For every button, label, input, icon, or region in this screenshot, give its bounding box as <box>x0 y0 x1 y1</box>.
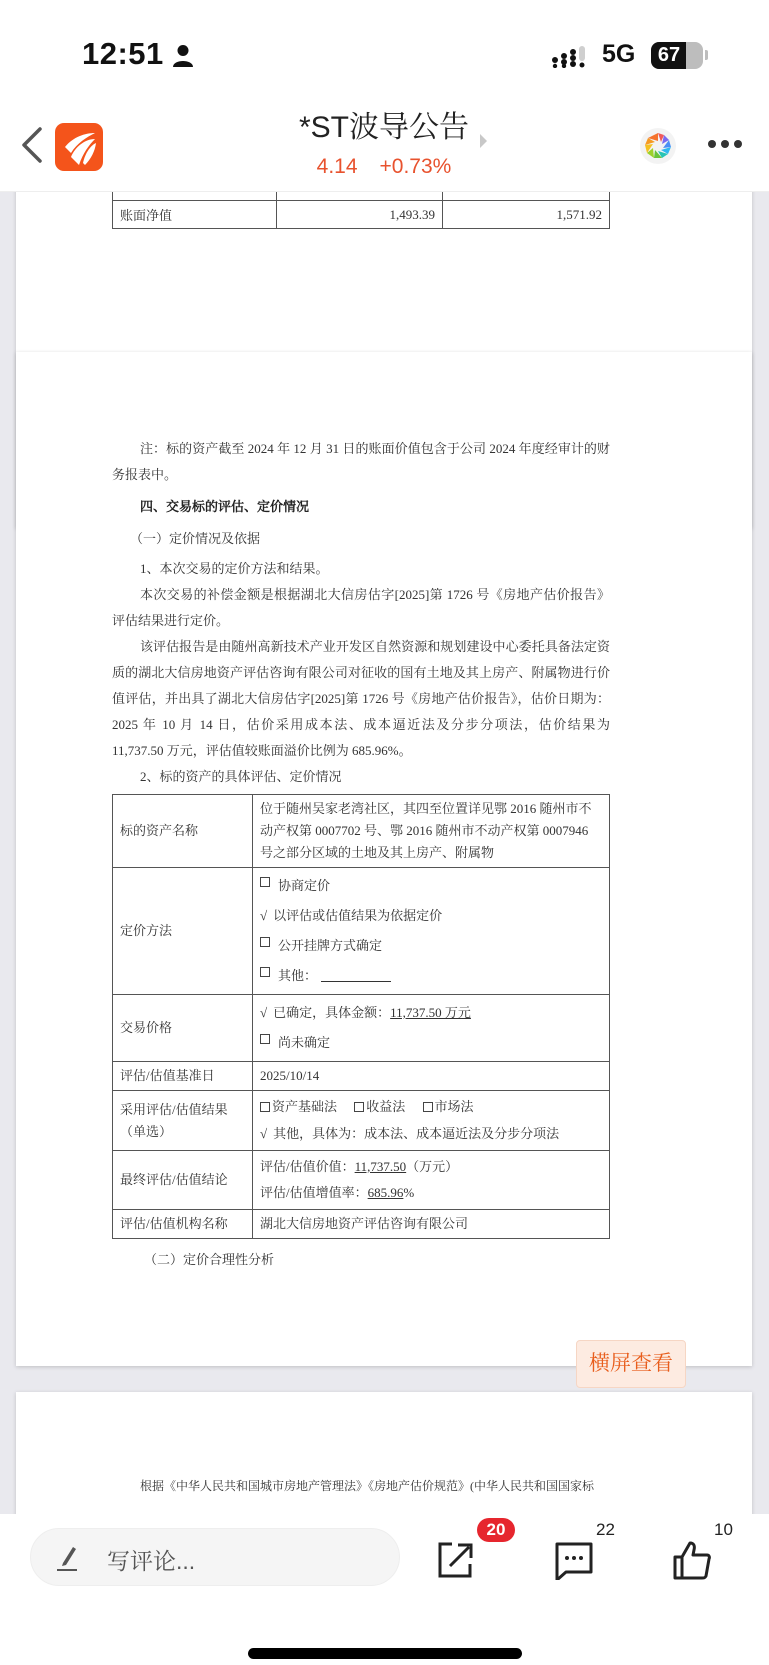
table-row <box>113 201 610 229</box>
checkbox-icon <box>423 1102 433 1112</box>
book-value-2024: 1,493.39 <box>277 201 443 229</box>
stock-change: +0.73% <box>379 155 452 178</box>
app-logo[interactable] <box>55 123 103 171</box>
cell-label: 交易价格 <box>113 995 253 1062</box>
table-row <box>113 1151 610 1210</box>
checkbox-icon <box>354 1102 364 1112</box>
document-page <box>16 1392 752 1514</box>
cell-label: 标的资产名称 <box>113 795 253 868</box>
stock-quote <box>184 152 584 182</box>
result-method-row: 资产基础法 收益法 市场法 <box>260 1094 602 1121</box>
like-count: 10 <box>714 1520 733 1539</box>
battery-level: 67 <box>657 44 681 66</box>
cell-label: 评估/估值基准日 <box>113 1062 253 1091</box>
checkbox-icon <box>260 937 270 947</box>
table-row <box>113 192 610 201</box>
network-type: 5G <box>602 40 636 68</box>
option-negotiated: 协商定价 <box>260 871 602 901</box>
check-mark-icon: √ <box>260 908 268 923</box>
check-mark-icon: √ <box>260 1126 268 1141</box>
document-page <box>16 352 752 1366</box>
item-heading: 2、标的资产的具体评估、定价情况 <box>140 769 342 784</box>
subsection-heading: （二）定价合理性分析 <box>144 1252 275 1267</box>
caret-right-icon[interactable] <box>480 134 487 148</box>
result-options <box>253 1091 610 1151</box>
comment-placeholder: 写评论... <box>107 1548 196 1574</box>
table-row <box>113 795 610 868</box>
checkbox-icon <box>260 877 270 887</box>
checkbox-icon <box>260 1034 270 1044</box>
cell-label: 评估/估值机构名称 <box>113 1210 253 1239</box>
shutter-icon[interactable] <box>640 128 676 164</box>
checkbox-icon <box>260 1102 270 1112</box>
thumbs-up-icon[interactable] <box>672 1540 712 1580</box>
checkbox-icon <box>260 967 270 977</box>
agency-name: 湖北大信房地资产评估咨询有限公司 <box>253 1210 610 1239</box>
table-row <box>113 1062 610 1091</box>
pricing-method-options <box>253 868 610 995</box>
table-row <box>113 995 610 1062</box>
comment-icon[interactable] <box>554 1540 594 1580</box>
cell-value: 位于随州吴家老湾社区，其四至位置详见鄂 2016 随州市不动产权第 0007702 号、鄂 2016 随州市不动产权第 0007946 号之部分区域的土地及其上房产、附属物 <box>253 795 610 868</box>
share-count-badge: 20 <box>477 1518 515 1542</box>
conclusion: 评估/估值价值：11,737.50（万元） 评估/估值增值率：685.96% <box>253 1151 610 1210</box>
landscape-view-button[interactable]: 横屏查看 <box>576 1340 686 1388</box>
blank-line <box>321 970 391 982</box>
comment-input[interactable] <box>30 1528 400 1586</box>
person-icon <box>172 44 194 68</box>
nav-bar <box>0 100 769 192</box>
option-valuation-based: √ 以评估或估值结果为依据定价 <box>260 901 602 931</box>
cell-label: 定价方法 <box>113 868 253 995</box>
option-pending: 尚未确定 <box>260 1028 602 1058</box>
pencil-icon <box>55 1543 81 1573</box>
book-value-2: 1,571.92 <box>443 201 610 229</box>
option-other: 其他： <box>260 961 602 991</box>
paragraph: 根据《中华人民共和国城市房地产管理法》《房地产估价规范》(中华人民共和国国家标 <box>140 1479 594 1493</box>
signal-icon <box>551 44 591 68</box>
paragraph: 本次交易的补偿金额是根据湖北大信房估字[2025]第 1726 号《房地产估价报告》评估结果进行定价。 <box>112 587 610 628</box>
check-mark-icon: √ <box>260 1005 268 1020</box>
back-icon[interactable] <box>18 123 46 167</box>
bottom-action-bar <box>0 1514 769 1665</box>
table-row <box>113 1091 610 1151</box>
clock: 12:51 <box>82 36 164 71</box>
table-row <box>113 1210 610 1239</box>
base-date: 2025/10/14 <box>253 1062 610 1091</box>
valuation-value: 11,737.50 <box>354 1159 407 1174</box>
note-paragraph: 注：标的资产截至 2024 年 12 月 31 日的账面价值包含于公司 2024 年度经审计的财务报表中。 <box>112 441 610 482</box>
status-bar <box>0 0 769 100</box>
page-content <box>112 436 610 1273</box>
cell-label: 最终评估/估值结论 <box>113 1151 253 1210</box>
row-label: 账面净值 <box>113 201 277 229</box>
page-title: *ST波导公告 <box>298 111 469 144</box>
trade-price-options <box>253 995 610 1062</box>
document-viewer[interactable] <box>0 192 769 1514</box>
book-value-table <box>112 192 610 229</box>
home-indicator[interactable] <box>248 1648 522 1659</box>
app-logo-mark <box>55 123 103 171</box>
shutter-glyph <box>640 128 676 164</box>
comment-count: 22 <box>596 1520 615 1539</box>
paragraph: 该评估报告是由随州高新技术产业开发区自然资源和规划建设中心委托具备法定资质的湖北大信房地资产评估咨询有限公司对征收的国有土地及其上房产、附属物进行价值评估，并出具了湖北大信房估字[2025]第 1726 号《房地产估价报告》，估价日期为：2025 年 10 月 14 日，估价采用成本法、成本逼近法及分步分项法，估价结果为 11,737.50 万元，评估值较账面溢价比例为 685.96%。 <box>112 639 610 758</box>
option-confirmed: √ 已确定，具体金额： 11,737.50 万元 <box>260 998 602 1028</box>
subsection-heading: （一）定价情况及依据 <box>130 531 261 546</box>
table-row <box>113 868 610 995</box>
stock-price: 4.14 <box>316 155 358 178</box>
result-other-row: √ 其他，具体为：成本法、成本逼近法及分步分项法 <box>260 1126 560 1141</box>
cell-label: 采用评估/估值结果（单选） <box>113 1091 253 1151</box>
trade-price-amount: 11,737.50 万元 <box>390 1005 471 1020</box>
section-heading: 四、交易标的评估、定价情况 <box>140 499 310 514</box>
item-heading: 1、本次交易的定价方法和结果。 <box>140 561 329 576</box>
option-public-listing: 公开挂牌方式确定 <box>260 931 602 961</box>
share-icon[interactable] <box>436 1540 476 1580</box>
valuation-table <box>112 794 610 1239</box>
valuation-rate: 685.96 <box>367 1185 404 1200</box>
battery-cap <box>705 50 708 60</box>
more-icon[interactable] <box>708 140 744 150</box>
battery-icon <box>651 42 703 69</box>
